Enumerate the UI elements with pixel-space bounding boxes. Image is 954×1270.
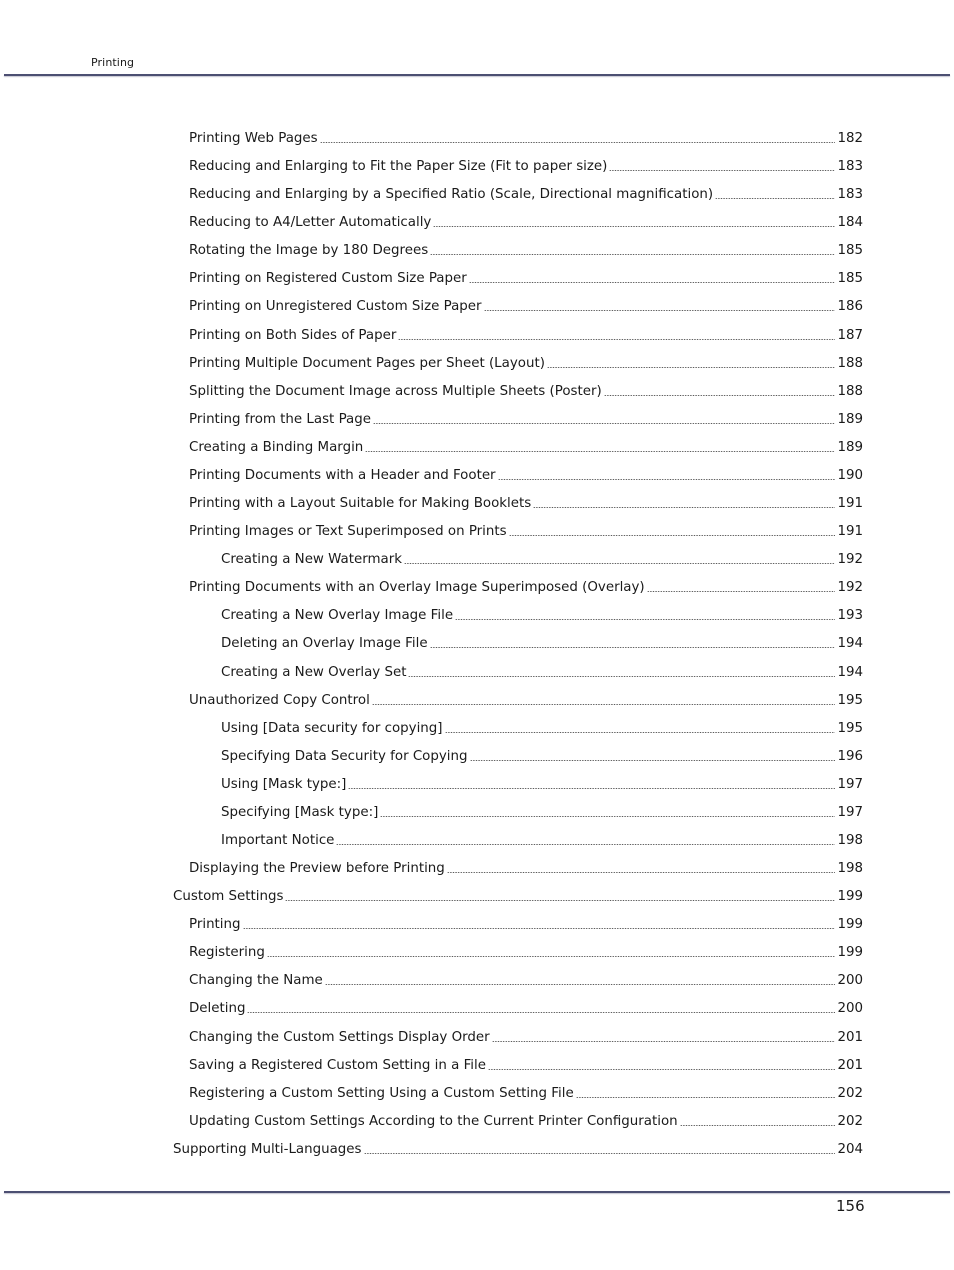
page-number: 156 [836, 1197, 865, 1215]
toc-entry[interactable] [189, 941, 863, 961]
toc-dot-leader [470, 760, 836, 761]
toc-entry[interactable] [189, 155, 863, 175]
toc-dot-leader [455, 619, 835, 620]
toc-entry-title: Changing the Custom Settings Display Order [189, 1029, 490, 1045]
toc-entry-title: Creating a New Overlay Set [221, 664, 407, 680]
toc-dot-leader [373, 423, 835, 424]
toc-dot-leader [372, 704, 836, 705]
toc-entry[interactable] [189, 1054, 863, 1074]
toc-dot-leader [380, 816, 835, 817]
toc-entry-page: 194 [837, 664, 863, 680]
footer-rule [4, 1191, 950, 1193]
toc-entry[interactable] [221, 661, 863, 681]
toc-entry[interactable] [189, 520, 863, 540]
toc-entry[interactable] [221, 604, 863, 624]
toc-entry-page: 197 [837, 776, 863, 792]
toc-dot-leader [604, 395, 836, 396]
toc-entry-title: Printing [189, 917, 241, 933]
toc-entry-page: 204 [837, 1141, 863, 1157]
toc-entry[interactable] [221, 829, 863, 849]
toc-entry-page: 192 [837, 580, 863, 596]
toc-dot-leader [647, 591, 836, 592]
toc-entry-page: 194 [837, 636, 863, 652]
toc-entry[interactable] [189, 352, 863, 372]
toc-entry-title: Printing from the Last Page [189, 411, 371, 427]
toc-entry-title: Important Notice [221, 833, 335, 848]
toc-entry-title: Supporting Multi-Languages [173, 1141, 362, 1157]
toc-entry[interactable] [189, 1110, 863, 1130]
toc-dot-leader [430, 647, 836, 648]
toc-entry[interactable] [189, 380, 863, 400]
toc-entry-title: Printing Documents with an Overlay Image Superimposed (Overlay) [189, 580, 645, 596]
running-header-title: Printing [91, 56, 135, 69]
toc-entry-page: 188 [837, 383, 863, 399]
toc-entry-title: Printing Images or Text Superimposed on Prints [189, 524, 507, 540]
toc-entry-page: 191 [837, 496, 863, 512]
toc-dot-leader [285, 900, 835, 901]
toc-entry[interactable] [189, 464, 863, 484]
toc-entry-title: Unauthorized Copy Control [189, 692, 370, 708]
toc-entry-page: 189 [837, 411, 863, 427]
toc-entry-page: 192 [837, 552, 863, 568]
toc-dot-leader [447, 872, 836, 873]
toc-dot-leader [320, 142, 836, 143]
toc-entry-page: 191 [837, 524, 863, 540]
toc-dot-leader [445, 732, 836, 733]
toc-entry-page: 202 [837, 1113, 863, 1129]
toc-entry-title: Creating a Binding Margin [189, 439, 364, 455]
toc-entry[interactable] [189, 997, 863, 1017]
toc-entry[interactable] [221, 632, 863, 652]
toc-dot-leader [404, 563, 835, 564]
toc-entry-page: 183 [837, 159, 863, 175]
toc-entry-page: 200 [837, 973, 863, 989]
toc-entry[interactable] [173, 1138, 863, 1158]
toc-entry-title: Reducing to A4/Letter Automatically [189, 215, 432, 231]
toc-entry-title: Printing Multiple Document Pages per Sheet (Layout) [189, 355, 545, 371]
toc-entry-title: Printing with a Layout Suitable for Making Booklets [189, 496, 532, 512]
toc-entry-title: Using [Data security for copying] [221, 720, 443, 736]
toc-entry-page: 199 [837, 889, 863, 905]
toc-entry[interactable] [189, 324, 863, 344]
toc-entry-title: Custom Settings [173, 889, 284, 905]
toc-entry-title: Registering a Custom Setting Using a Custom Setting File [189, 1085, 574, 1101]
toc-entry[interactable] [189, 576, 863, 596]
toc-entry[interactable] [173, 885, 863, 905]
toc-entry-page: 200 [837, 1001, 863, 1017]
toc-dot-leader [469, 282, 836, 283]
toc-entry-page: 199 [837, 917, 863, 933]
toc-entry[interactable] [189, 689, 863, 709]
toc-dot-leader [325, 984, 836, 985]
toc-entry[interactable] [189, 913, 863, 933]
toc-entry[interactable] [189, 127, 863, 147]
toc-entry[interactable] [221, 801, 863, 821]
toc-entry-title: Printing Documents with a Header and Footer [189, 467, 496, 483]
toc-entry-page: 189 [837, 439, 863, 455]
toc-entry-page: 187 [837, 327, 863, 343]
toc-entry-title: Displaying the Preview before Printing [189, 861, 445, 877]
toc-dot-leader [492, 1041, 836, 1042]
toc-entry-title: Reducing and Enlarging by a Specified Ratio (Scale, Directional magnification) [189, 187, 714, 203]
header-rule [4, 74, 950, 76]
toc-dot-leader [267, 956, 836, 957]
toc-entry-title: Creating a New Overlay Image File [221, 608, 454, 624]
toc-dot-leader [336, 844, 835, 845]
toc-dot-leader [247, 1012, 835, 1013]
toc-entry-title: Saving a Registered Custom Setting in a File [189, 1057, 486, 1073]
toc-entry-page: 185 [837, 243, 863, 259]
toc-entry-page: 199 [837, 945, 863, 961]
toc-entry[interactable] [189, 857, 863, 877]
toc-entry[interactable] [189, 1026, 863, 1046]
toc-dot-leader [609, 170, 835, 171]
toc-entry-page: 185 [837, 271, 863, 287]
toc-dot-leader [576, 1097, 836, 1098]
toc-dot-leader [398, 339, 835, 340]
toc-dot-leader [348, 788, 835, 789]
toc-entry-page: 195 [837, 720, 863, 736]
toc-entry-page: 201 [837, 1029, 863, 1045]
toc-entry-title: Printing on Both Sides of Paper [189, 327, 397, 343]
toc-entry-title: Registering [189, 945, 265, 961]
toc-entry-page: 198 [837, 833, 863, 848]
toc-dot-leader [408, 676, 835, 677]
toc-dot-leader [433, 226, 835, 227]
toc-dot-leader [498, 479, 836, 480]
toc-entry-page: 184 [837, 215, 863, 231]
toc-dot-leader [243, 928, 836, 929]
toc-entry[interactable] [189, 408, 863, 428]
toc-entry-page: 197 [837, 804, 863, 820]
toc-dot-leader [364, 1153, 836, 1154]
toc-dot-leader [715, 198, 835, 199]
toc-entry-title: Specifying [Mask type:] [221, 804, 379, 820]
toc-entry[interactable] [189, 295, 863, 315]
toc-entry-page: 186 [837, 299, 863, 315]
toc-entry-page: 195 [837, 692, 863, 708]
toc-entry-page: 202 [837, 1085, 863, 1101]
toc-entry-title: Printing Web Pages [189, 131, 318, 146]
toc-entry[interactable] [189, 492, 863, 512]
toc-entry[interactable] [189, 239, 863, 259]
toc-entry-title: Using [Mask type:] [221, 776, 347, 792]
toc-entry[interactable] [189, 436, 863, 456]
toc-entry-title: Deleting an Overlay Image File [221, 636, 428, 652]
toc-entry-page: 182 [837, 131, 863, 146]
toc-entry[interactable] [189, 183, 863, 203]
toc-dot-leader [533, 507, 835, 508]
toc-entry-title: Specifying Data Security for Copying [221, 748, 468, 764]
toc-entry-title: Reducing and Enlarging to Fit the Paper Size (Fit to paper size) [189, 159, 608, 175]
toc-entry[interactable] [221, 773, 863, 793]
toc-entry[interactable] [189, 969, 863, 989]
toc-entry[interactable] [221, 745, 863, 765]
toc-entry-title: Printing on Unregistered Custom Size Paper [189, 299, 482, 315]
toc-entry[interactable] [221, 717, 863, 737]
toc-entry-title: Updating Custom Settings According to the Current Printer Configuration [189, 1113, 678, 1129]
toc-entry-page: 188 [837, 355, 863, 371]
toc-entry-title: Creating a New Watermark [221, 552, 403, 568]
toc-entry-title: Deleting [189, 1001, 246, 1017]
toc-entry-page: 201 [837, 1057, 863, 1073]
toc-entry-page: 190 [837, 467, 863, 483]
toc-entry-title: Rotating the Image by 180 Degrees [189, 243, 429, 259]
toc-entry-page: 198 [837, 861, 863, 877]
toc-entry[interactable] [189, 1082, 863, 1102]
toc-dot-leader [547, 367, 836, 368]
toc-entry-title: Changing the Name [189, 973, 323, 989]
toc-entry-title: Printing on Registered Custom Size Paper [189, 271, 467, 287]
toc-entry[interactable] [221, 548, 863, 568]
toc-entry[interactable] [189, 267, 863, 287]
toc-entry[interactable] [189, 211, 863, 231]
toc-dot-leader [509, 535, 836, 536]
toc-entry-page: 193 [837, 608, 863, 624]
toc-dot-leader [484, 310, 836, 311]
toc-dot-leader [365, 451, 835, 452]
toc-entry-title: Splitting the Document Image across Multiple Sheets (Poster) [189, 383, 602, 399]
toc-entry-page: 183 [837, 187, 863, 203]
toc-dot-leader [430, 254, 835, 255]
toc-entry-page: 196 [837, 748, 863, 764]
toc-dot-leader [680, 1125, 836, 1126]
toc-dot-leader [488, 1069, 835, 1070]
